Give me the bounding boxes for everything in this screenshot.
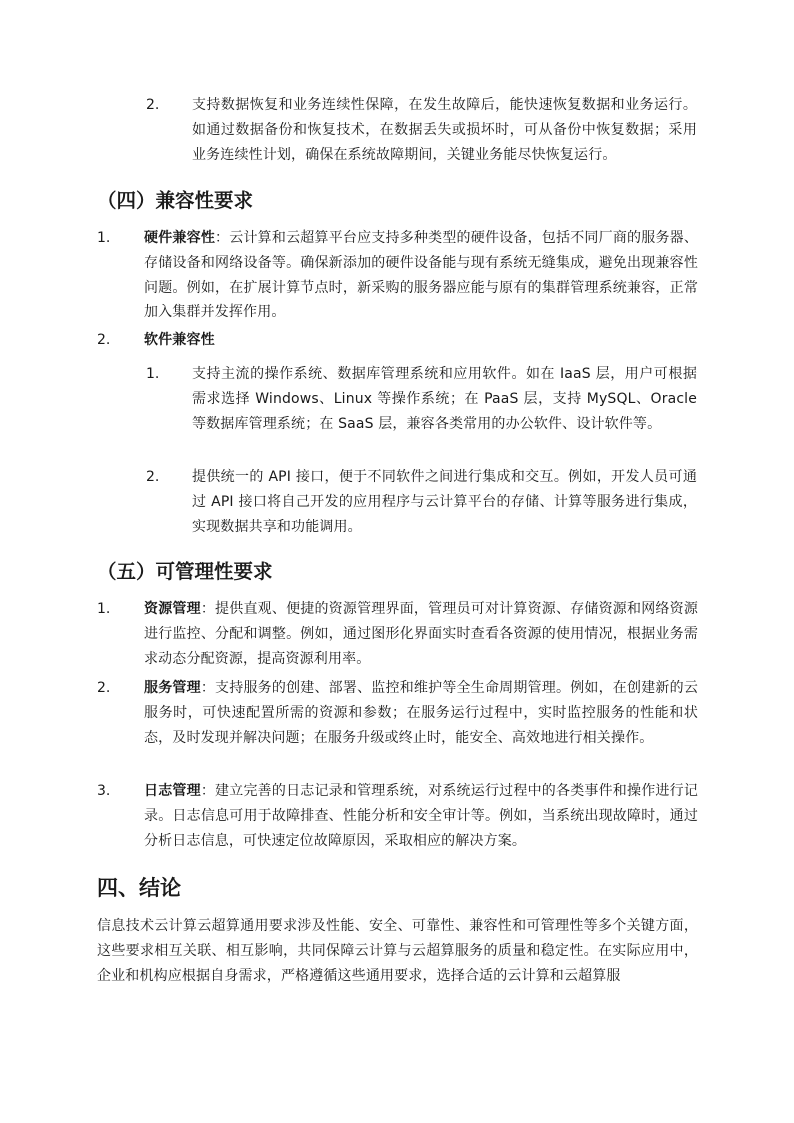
list-item-text [144,779,698,853]
list-item-text [144,676,698,750]
item-label: 服务管理 [144,680,201,696]
item-body: ：云计算和云超算平台应支持多种类型的硬件设备，包括不同厂商的服务器、存储设备和网络设备等。确保新添加的硬件设备能与现有系统无缝集成，避免出现兼容性问题。例如，在扩展计算节点时，新采购的服务器应能与原有的集群管理系统兼容，正常加入集群并发挥作用。 [144,230,699,321]
conclusion-paragraph: 信息技术云计算云超算通用要求涉及性能、安全、可靠性、兼容性和可管理性等多个关键方面，这些要求相互关联、相互影响，共同保障云计算与云超算服务的质量和稳定性。在实际应用中，企业和机构应根据自身需求，严格遵循这些通用要求，选择合适的云计算和云超算服 [97,918,698,984]
section-heading-manageability: （五）可管理性要求 [97,560,273,583]
list-item-text: 支持数据恢复和业务连续性保障，在发生故障后，能快速恢复数据和业务运行。如通过数据备份和恢复技术，在数据丢失或损坏时，可从备份中恢复数据；采用业务连续性计划，确保在系统故障期间，关键业务能尽快恢复运行。 [192,97,697,163]
list-item-text: 提供统一的 API 接口，便于不同软件之间进行集成和交互。例如，开发人员可通过 API 接口将自己开发的应用程序与云计算平台的存储、计算等服务进行集成，实现数据共享和功能调用。 [192,469,697,535]
list-number: 3. [97,783,111,799]
list-item-text [144,597,698,671]
chapter-heading-conclusion: 四、结论 [97,876,181,900]
section-heading-compatibility: （四）兼容性要求 [97,189,254,212]
list-number: 2. [146,469,160,485]
list-number: 1. [146,366,160,382]
item-label: 硬件兼容性 [144,230,216,246]
list-number: 2. [97,680,111,696]
list-number: 1. [97,230,111,246]
list-item-text [144,226,698,325]
item-body: ：支持服务的创建、部署、监控和维护等全生命周期管理。例如，在创建新的云服务时，可快速配置所需的资源和参数；在服务运行过程中，实时监控服务的性能和状态，及时发现并解决问题；在服务升级或终止时，能安全、高效地进行相关操作。 [144,680,698,746]
item-label: 资源管理 [144,601,201,617]
list-number: 2. [97,332,111,348]
item-label: 软件兼容性 [144,332,215,348]
item-body: ：建立完善的日志记录和管理系统，对系统运行过程中的各类事件和操作进行记录。日志信息可用于故障排查、性能分析和安全审计等。例如，当系统出现故障时，通过分析日志信息，可快速定位故障原因，采取相应的解决方案。 [144,783,698,849]
list-number: 2. [146,97,160,113]
list-number: 1. [97,601,111,617]
item-body: ：提供直观、便捷的资源管理界面，管理员可对计算资源、存储资源和网络资源进行监控、分配和调整。例如，通过图形化界面实时查看各资源的使用情况，根据业务需求动态分配资源，提高资源利用率。 [144,601,698,667]
item-label: 日志管理 [144,783,201,799]
list-item-text: 支持主流的操作系统、数据库管理系统和应用软件。如在 IaaS 层，用户可根据需求选择 Windows、Linux 等操作系统；在 PaaS 层，支持 MySQL、Oracle 等数据库管理系统；在 SaaS 层，兼容各类常用的办公软件、设计软件等。 [192,366,697,432]
